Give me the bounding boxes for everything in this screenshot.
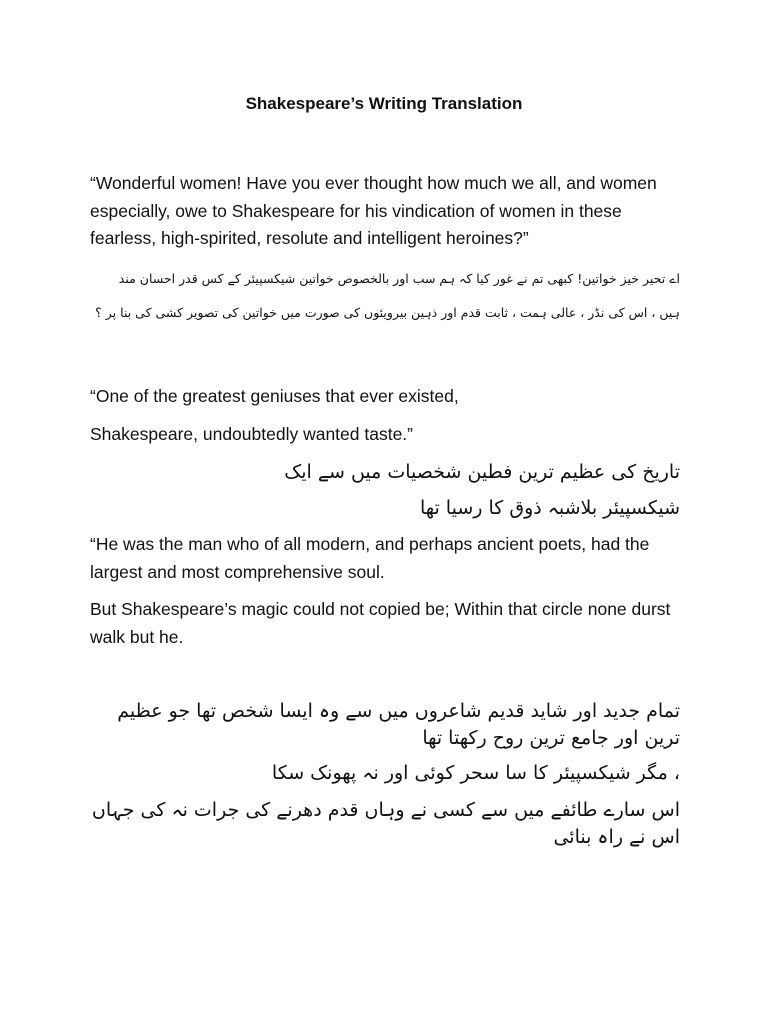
quote-1-urdu-line-2: ہیں ، اس کی نڈر ، عالی ہمت ، ثابت قدم اور ذہین بیرویئوں کی صورت میں خواتین کی تصویر کشی کی بنا پر ؟: [95, 305, 680, 320]
quote-4-urdu-line-2: اس سارے طائفے میں سے کسی نے وہاں قدم دھرنے کی جرات نہ کی جہاں اس نے راہ بنائی: [91, 799, 680, 848]
quote-1-english: “Wonderful women! Have you ever thought how much we all, and women especially, owe to Shakespeare for his vindication of women in these fearless, high-spirited, resolute and intelligent heroines?”: [90, 173, 657, 248]
quote-3-english: “He was the man who of all modern, and perhaps ancient poets, had the largest and most comprehensive soul.: [90, 534, 650, 582]
quote-4-urdu-line-1: ، مگر شیکسپیئر کا سا سحر کوئی اور نہ پھونک سکا: [271, 762, 680, 784]
quote-3-urdu: تمام جدید اور شاید قدیم شاعروں میں سے وہ ایسا شخص تھا جو عظیم ترین اور جامع ترین روح رکھتا تھا: [117, 700, 680, 749]
quote-2-english-line-1: “One of the greatest geniuses that ever existed,: [90, 386, 459, 406]
quote-2-english-line-2: Shakespeare, undoubtedly wanted taste.”: [90, 424, 413, 444]
quote-1-urdu-line-1: اے تحیر خیز خواتین! کبھی تم نے غور کیا کہ ہم سب اور بالخصوص خواتین شیکسپیئر کے کس قدر احسان مند: [118, 271, 680, 286]
quote-2-urdu-line-1: تاریخ کی عظیم ترین فطین شخصیات میں سے ایک: [284, 461, 680, 483]
document-title: Shakespeare’s Writing Translation: [245, 94, 523, 113]
quote-4-english: But Shakespeare’s magic could not copied be; Within that circle none durst walk but he.: [90, 599, 671, 647]
quote-2-urdu-line-2: شیکسپیئر بلاشبہ ذوق کا رسیا تھا: [419, 497, 680, 519]
